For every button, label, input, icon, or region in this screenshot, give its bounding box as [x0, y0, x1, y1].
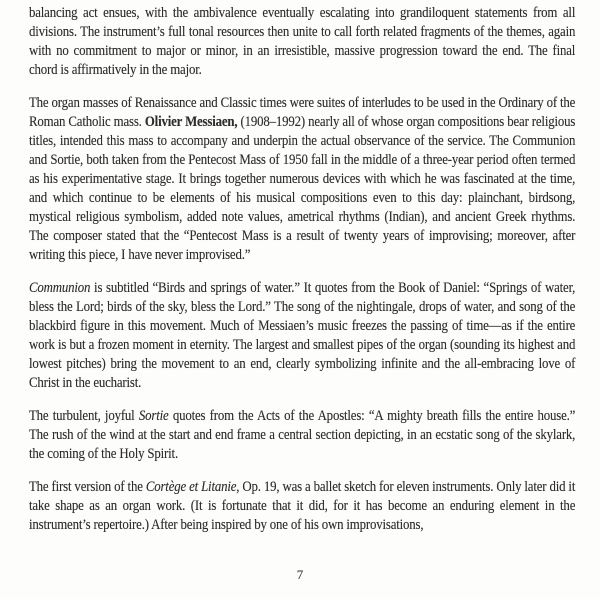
text-segment-normal: , Op. 19, was a ballet sketch for eleven instruments. Only later did it take shape as an organ work. (It is fortunate that it did, for it has become an enduring element in the instrument’s repertoire.) After being inspired by one of his own improvisations, [29, 479, 576, 533]
text-segment-normal: balancing act ensues, with the ambivalence eventually escalating into grandiloquent statements from all divisions. The instrument’s full tonal resources then unite to call forth related fragments of the themes, again with no commitment to major or minor, in an irresistible, massive progression toward the end. The final chord is affirmatively in the major. [29, 5, 576, 78]
paragraph [29, 478, 575, 535]
page-number: 7 [296, 567, 304, 582]
paragraph [29, 4, 575, 80]
text-segment-italic: Communion [29, 280, 91, 296]
text-segment-bold: Olivier Messiaen, [144, 114, 238, 130]
paragraph [29, 407, 575, 464]
text-segment-normal: The turbulent, joyful [29, 408, 139, 424]
text-segment-normal: quotes from the Acts of the Apostles: “A mighty breath fills the entire house.” The rush of the wind at the start and end frame a central section depicting, in an ecstatic song of the skylark, the coming of the Holy Spirit. [29, 408, 576, 462]
text-segment-normal: (1908–1992) nearly all of whose organ compositions bear religious titles, intended this mass to accompany and underpin the actual observance of the service. The Communion and Sortie, both taken from the Pentecost Mass of 1950 fall in the middle of a three-year period often termed as his experimentative stage. It brings together numerous devices with which he was fascinated at the time, and which continue to be elements of his musical compositions even to this day: plainchant, birdsong, mystical religious symbolism, added note values, ametrical rhythms (Indian), and ancient Greek rhythms. The composer stated that the “Pentecost Mass is a result of twenty years of improvising; moreover, after writing this piece, I have never improvised.” [29, 114, 576, 263]
page-text-block [29, 4, 575, 549]
text-segment-italic: Cortège et Litanie [145, 479, 237, 495]
paragraph [29, 279, 575, 393]
paragraph [29, 94, 575, 265]
text-segment-normal: is subtitled “Birds and springs of water.” It quotes from the Book of Daniel: “Springs of water, bless the Lord; birds of the sky, bless the Lord.” The song of the nightingale, drops of water, and song of the blackbird figure in this movement. Much of Messiaen’s music freezes the passing of time—as if the entire work is but a frozen moment in eternity. The largest and smallest pipes of the organ (sounding its highest and lowest pitches) bring the movement to an end, clearly symbolizing infinite and the all-embracing love of Christ in the eucharist. [29, 280, 576, 391]
text-segment-normal: The organ masses of Renaissance and Classic times were suites of interludes to be used in the Ordinary of the Roman Catholic mass. [29, 95, 576, 130]
text-segment-italic: Sortie [138, 408, 169, 424]
text-segment-normal: The first version of the [29, 479, 146, 495]
